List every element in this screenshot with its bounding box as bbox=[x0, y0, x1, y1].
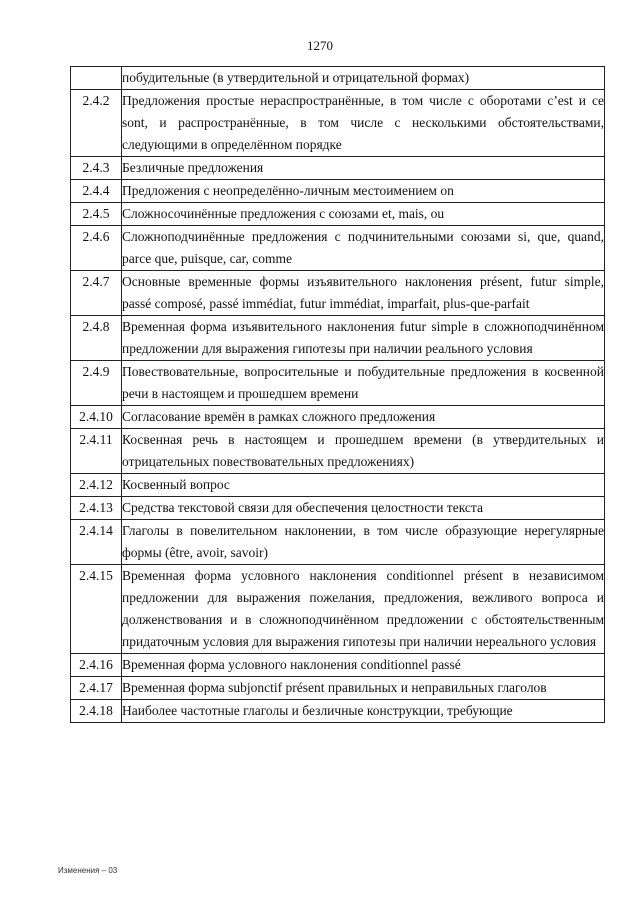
row-text-line: Временная форма subjonctif présent правильных и неправильных глаголов bbox=[122, 680, 547, 695]
content-table bbox=[70, 66, 605, 723]
row-text-line: Предложения с неопределённо-личным местоимением on bbox=[122, 183, 454, 198]
row-number: 2.4.10 bbox=[71, 406, 122, 429]
row-number: 2.4.11 bbox=[71, 429, 122, 474]
page-number: 1270 bbox=[307, 38, 333, 53]
row-text-line: Косвенная речь в настоящем и прошедшем времени (в утвердительных и отрицательных повествовательных предложениях) bbox=[122, 432, 604, 469]
row-text bbox=[122, 180, 605, 203]
row-number: 2.4.6 bbox=[71, 226, 122, 271]
row-text-line: Средства текстовой связи для обеспечения целостности текста bbox=[122, 500, 483, 515]
row-number: 2.4.9 bbox=[71, 361, 122, 406]
table-row bbox=[71, 565, 605, 654]
table-row bbox=[71, 361, 605, 406]
table-row bbox=[71, 316, 605, 361]
row-text bbox=[122, 654, 605, 677]
row-number: 2.4.16 bbox=[71, 654, 122, 677]
table-row bbox=[71, 429, 605, 474]
row-text-line: Основные временные формы изъявительного наклонения présent, futur simple, passé composé, passé immédiat, futur immédiat, imparfait, plus-que-parfait bbox=[122, 274, 604, 311]
row-text bbox=[122, 677, 605, 700]
row-text bbox=[122, 406, 605, 429]
row-number: 2.4.3 bbox=[71, 157, 122, 180]
row-number bbox=[71, 67, 122, 90]
row-text bbox=[122, 203, 605, 226]
row-number: 2.4.12 bbox=[71, 474, 122, 497]
table-row bbox=[71, 474, 605, 497]
table-row bbox=[71, 90, 605, 157]
table-row bbox=[71, 677, 605, 700]
row-number: 2.4.7 bbox=[71, 271, 122, 316]
row-text-line: Временная форма изъявительного наклонения futur simple в сложноподчинённом предложении для выражения гипотезы при наличии реального условия bbox=[122, 319, 604, 356]
row-text-line: Безличные предложения bbox=[122, 160, 264, 175]
row-text-line: Предложения простые нераспространённые, в том числе с оборотами c’est и ce sont, и распространённые, в том числе с несколькими обстоятельствами, следующими в определённом порядке bbox=[122, 93, 604, 152]
row-text-line: Косвенный вопрос bbox=[122, 477, 230, 492]
row-text-line: Временная форма условного наклонения conditionnel présent в независимом предложении для выражения пожелания, предложения, вежливого вопроса и долженствования и в сложноподчинённом предложении с обстоятельственным придаточным условия для выражения гипотезы при наличии нереального условия bbox=[122, 568, 604, 649]
table-body bbox=[71, 67, 605, 723]
table-row bbox=[71, 180, 605, 203]
row-text-line: Сложноподчинённые предложения с подчинительными союзами si, que, quand, parce que, puisque, car, comme bbox=[122, 229, 604, 266]
row-text-line: побудительные (в утвердительной и отрицательной формах) bbox=[122, 70, 470, 85]
row-text-line: Наиболее частотные глаголы и безличные конструкции, требующие bbox=[122, 703, 513, 718]
table-row bbox=[71, 497, 605, 520]
row-text bbox=[122, 497, 605, 520]
row-text bbox=[122, 361, 605, 406]
table-row bbox=[71, 654, 605, 677]
row-number: 2.4.5 bbox=[71, 203, 122, 226]
row-text bbox=[122, 429, 605, 474]
row-text bbox=[122, 271, 605, 316]
footer-note: Изменения – 03 bbox=[58, 866, 118, 875]
row-text-line: Временная форма условного наклонения conditionnel passé bbox=[122, 657, 461, 672]
table-row bbox=[71, 271, 605, 316]
row-number: 2.4.2 bbox=[71, 90, 122, 157]
table-row bbox=[71, 157, 605, 180]
row-text bbox=[122, 565, 605, 654]
table-row bbox=[71, 203, 605, 226]
row-text bbox=[122, 157, 605, 180]
row-number: 2.4.14 bbox=[71, 520, 122, 565]
row-text bbox=[122, 700, 605, 723]
row-number: 2.4.18 bbox=[71, 700, 122, 723]
row-text-line: Сложносочинённые предложения с союзами et, mais, ou bbox=[122, 206, 445, 221]
row-number: 2.4.17 bbox=[71, 677, 122, 700]
row-number: 2.4.8 bbox=[71, 316, 122, 361]
row-text bbox=[122, 67, 605, 90]
row-text bbox=[122, 520, 605, 565]
row-text bbox=[122, 316, 605, 361]
row-text bbox=[122, 90, 605, 157]
table-row bbox=[71, 700, 605, 723]
table-row bbox=[71, 67, 605, 90]
row-text bbox=[122, 474, 605, 497]
row-number: 2.4.13 bbox=[71, 497, 122, 520]
row-text-line: Глаголы в повелительном наклонении, в том числе образующие нерегулярные формы (être, avoir, savoir) bbox=[122, 523, 604, 560]
table-row bbox=[71, 226, 605, 271]
row-number: 2.4.15 bbox=[71, 565, 122, 654]
row-text bbox=[122, 226, 605, 271]
row-text-line: Повествовательные, вопросительные и побудительные предложения в косвенной речи в настоящем и прошедшем времени bbox=[122, 364, 604, 401]
row-number: 2.4.4 bbox=[71, 180, 122, 203]
table-row bbox=[71, 406, 605, 429]
row-text-line: Согласование времён в рамках сложного предложения bbox=[122, 409, 436, 424]
table-row bbox=[71, 520, 605, 565]
